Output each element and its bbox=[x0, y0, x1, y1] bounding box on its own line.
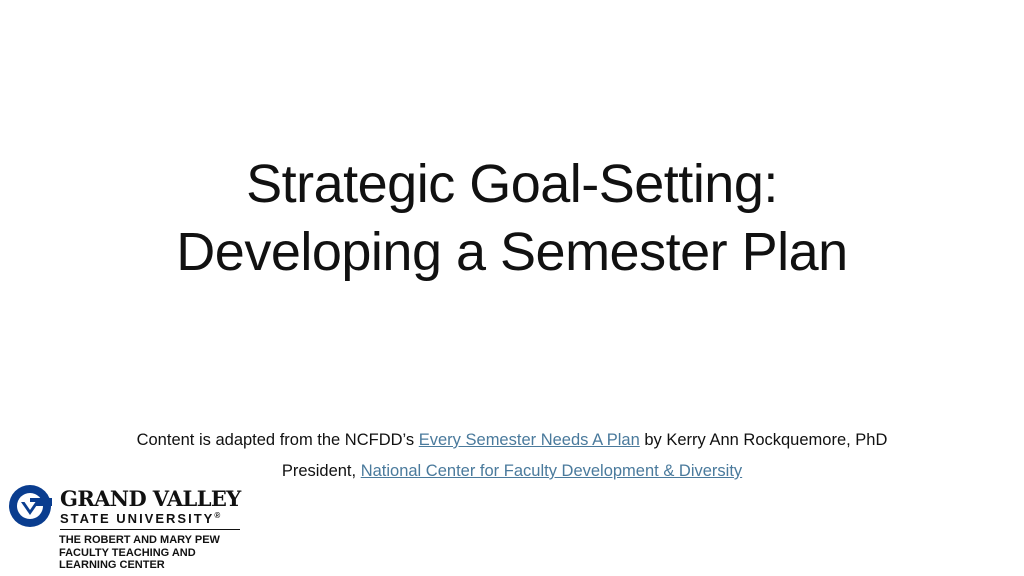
logo-divider bbox=[60, 529, 240, 530]
gvsu-logo bbox=[8, 484, 248, 574]
ncfdd-link[interactable]: National Center for Faculty Development & Diversity bbox=[360, 462, 743, 480]
slide-title bbox=[0, 150, 1024, 286]
pew-line-3: LEARNING CENTER bbox=[59, 559, 165, 571]
gvsu-emblem-icon bbox=[8, 484, 52, 528]
credits bbox=[0, 426, 1024, 488]
logo-name-line-2 bbox=[60, 511, 220, 526]
every-semester-link[interactable]: Every Semester Needs A Plan bbox=[418, 431, 640, 449]
pew-line-1: THE ROBERT AND MARY PEW bbox=[59, 534, 220, 546]
title-line-2: Developing a Semester Plan bbox=[176, 222, 848, 282]
logo-name-line-1: GRAND VALLEY bbox=[60, 486, 241, 511]
credit-suffix: by Kerry Ann Rockquemore, PhD bbox=[639, 431, 888, 449]
pew-center-name bbox=[59, 534, 249, 572]
logo-name-2: STATE UNIVERSITY bbox=[60, 511, 215, 526]
credit-line-1 bbox=[0, 426, 1024, 457]
title-line-1: Strategic Goal-Setting: bbox=[246, 154, 778, 214]
credit-president: President, bbox=[281, 462, 361, 480]
pew-line-2: FACULTY TEACHING AND bbox=[59, 546, 196, 559]
credit-prefix: Content is adapted from the NCFDD’s bbox=[136, 431, 419, 449]
registered-mark: ® bbox=[214, 511, 221, 520]
